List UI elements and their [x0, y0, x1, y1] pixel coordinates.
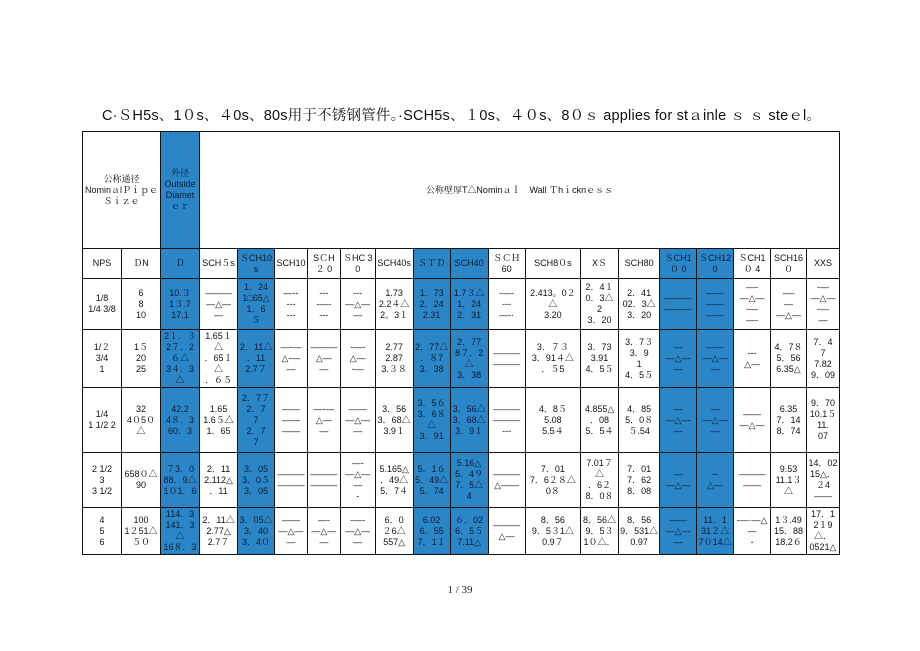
outside-diameter-header-cn: 外径 [171, 168, 190, 178]
table-cell: —- —△— -— —- [734, 279, 771, 330]
table-cell: -— — —△— [771, 279, 807, 330]
table-cell: 5．1６ 5．49△ 5．74 [413, 453, 450, 508]
table-cell: -—·—△ — - [734, 508, 771, 555]
column-header: SＣH２ 0 [307, 249, 340, 279]
nominal-size-header-cn: 公称通径 [103, 173, 140, 184]
table-cell: 100 1２51△ ５０ [122, 508, 161, 555]
table-cell: 7．01 7．62 8．08 [619, 453, 660, 508]
column-header: ＳＴＤ [413, 249, 450, 279]
table-cell: -—- --- —-· [488, 279, 525, 330]
table-row [83, 508, 840, 555]
table-row [83, 279, 840, 330]
table-cell: 10.３ 1３.7 17.1 [161, 279, 200, 330]
table-cell: —— —△— [734, 388, 771, 453]
table-cell: ——— ——— [660, 279, 697, 330]
table-cell: —-— △-— — [275, 330, 308, 388]
table-cell: 6.35 7．14 8．74 [771, 388, 807, 453]
column-header: ＳCH10 s [238, 249, 275, 279]
table-cell: ——— ——— --- [488, 388, 525, 453]
column-header: ＤN [122, 249, 161, 279]
nominal-size-header-en2: Ｓｉｚｅ [103, 195, 140, 206]
table-cell: 3．05△ 3．40 3．4０ [238, 508, 275, 555]
table-cell: 1５ 20 25 [122, 330, 161, 388]
table-cell: 1/4 1 1/2 2 [83, 388, 122, 453]
table-cell: —— —— —— [275, 388, 308, 453]
table-cell: 42.2 4８．3 60．3 [161, 388, 200, 453]
table-cell: 1３.49 15．88 18.2６ [771, 508, 807, 555]
table-cell: 4.855△ ．08 5．5４ [581, 388, 619, 453]
header-row-group [83, 132, 840, 249]
table-cell: ６．02 6．5５ 7.11△ [450, 508, 488, 555]
table-cell: 2．77 8７．2△ 3．38 [450, 330, 488, 388]
table-cell: -- △— [697, 453, 734, 508]
table-cell: ——— ——— [488, 330, 525, 388]
column-header: Ｄ [161, 249, 200, 279]
table-cell: 9.53 11.1３△ [771, 453, 807, 508]
table-cell: 3．56 3．68△ 3.9１ [375, 388, 413, 453]
table-cell: 2.413。0２△ 3.20 [525, 279, 580, 330]
nominal-size-header-en: NominａlＰｉｐｅ [85, 184, 159, 195]
pipe-schedule-table [82, 131, 840, 555]
table-cell: ——— —△— — [200, 279, 238, 330]
table-cell: ——— △— [488, 508, 525, 555]
table-cell: 3．73 3.91 4．5５ [581, 330, 619, 388]
table-cell: 7.01７△ ．6２ 8．0８ [581, 453, 619, 508]
table-cell: 8．56△ 9．5３ 1０△． [581, 508, 619, 555]
table-cell: —-— △— — [307, 388, 340, 453]
outside-diameter-header-en: Outside [164, 179, 196, 189]
table-cell: 14．02 15△． ２4 —— [806, 453, 839, 508]
table-cell: 1/２ 3/4 1 [83, 330, 122, 388]
table-cell: —— —△— — [660, 508, 697, 555]
table-cell: 2．4１ 0．3△ 2 3．20 [581, 279, 619, 330]
table-cell: 1．73 2．24 2.31 [413, 279, 450, 330]
table-cell: 2１．３ 2７．2６△ 3４．3△ [161, 330, 200, 388]
table-cell: 4．7８ 5．56 6.35△ [771, 330, 807, 388]
table-cell: 8．56 9．531△ 0.97 [619, 508, 660, 555]
table-cell: 17．1 2１9△． 0521△ [806, 508, 839, 555]
table-cell: 4 5 6 [83, 508, 122, 555]
table-cell: -—- —△— — [340, 508, 375, 555]
table-cell: -—- △— -— [340, 330, 375, 388]
outside-diameter-header-en3: ｅｒ [171, 201, 190, 211]
column-header: ＳＣＨ 60 [488, 249, 525, 279]
table-cell: — —△— [660, 453, 697, 508]
table-cell: 2．11△ 2.77△ 2.7７ [200, 508, 238, 555]
column-header: SCH80 [619, 249, 660, 279]
table-cell: ——— △—— [488, 453, 525, 508]
table-cell: 8．56 9．5３1△ 0.9７ [525, 508, 580, 555]
table-cell: ——— ——— [307, 453, 340, 508]
table-cell: --- △— [734, 330, 771, 388]
table-cell: 114．3 141．3△ 16８．3 [161, 508, 200, 555]
table-cell: — —△— — [660, 388, 697, 453]
table-cell: —— —△— — [697, 330, 734, 388]
table-cell: 4．8５ 5.08 5.5４ [525, 388, 580, 453]
table-cell: 3．56△ 3．68△ 3．9１ [450, 388, 488, 453]
table-cell: 2．11 2.112△ ．11 [200, 453, 238, 508]
table-cell: 6.02 6．55 7．1１ [413, 508, 450, 555]
outside-diameter-header-en2: Diamet [165, 190, 195, 200]
table-cell: 1/8 1/4 3/8 [83, 279, 122, 330]
column-header: XＳ [581, 249, 619, 279]
table-cell: 32 4０5０△ [122, 388, 161, 453]
table-cell: 3．5６ 3．6８△ 3．91 [413, 388, 450, 453]
table-cell: —- —△— — - [340, 453, 375, 508]
page-number: 1 / 39 [447, 584, 473, 596]
outside-diameter-header [161, 132, 200, 249]
table-cell: 658０△ 90 [122, 453, 161, 508]
column-header: XXS [806, 249, 839, 279]
table-cell: --- —△— — [340, 279, 375, 330]
column-header: ＳCH1０ 4 [734, 249, 771, 279]
table-cell: 2.77 2.87 3.３８ [375, 330, 413, 388]
column-header: SCH５s [200, 249, 238, 279]
table-cell: 2．11△ ．11 2.7７ [238, 330, 275, 388]
table-cell: 6 8 10 [122, 279, 161, 330]
table-cell: ——— △— — [307, 330, 340, 388]
column-header-row [83, 249, 840, 279]
table-cell: 1．24 1□65△ 1．6 ５ [238, 279, 275, 330]
table-cell: 3．7３ 3．9 1 4．5５ [619, 330, 660, 388]
table-cell: 1.73 2.2４△ 2。3１ [375, 279, 413, 330]
usage-note: C·ＳH5s、1０s、４0s、80s用于不锈钢管件。·SCH5s、１0s、４０s、8０ｓ applies for stａinle ｓ ｓ steｅl。 [102, 108, 822, 124]
table-cell: --- -—- --- [307, 279, 340, 330]
table-cell: 3．05 3．0５ 3．05 [238, 453, 275, 508]
table-cell: — —△— — [660, 330, 697, 388]
table-cell: 3．７３ 3．91４△ ．５5 [525, 330, 580, 388]
table-cell: 1.7３△ 1．24 2．31 [450, 279, 488, 330]
table-row [83, 453, 840, 508]
table-cell: —- —△— — [307, 508, 340, 555]
table-cell: 4．85 5．0８ ５.54 [619, 388, 660, 453]
column-header: SCH40 [450, 249, 488, 279]
column-header: SCH40s [375, 249, 413, 279]
table-cell: ７3．0 88．9△ 1０1．6 [161, 453, 200, 508]
table-cell: 6．0 ２6△ 557△ [375, 508, 413, 555]
table-cell: 1.65 1.6５△ 1．65 [200, 388, 238, 453]
table-cell: 2．7７ 2．7 7 2．7 7 [238, 388, 275, 453]
column-header: SCH8０s [525, 249, 580, 279]
table-cell: 2．41 02．3△ 3．20 [619, 279, 660, 330]
table-cell: —— —— —— [697, 279, 734, 330]
column-header: SCH10 [275, 249, 308, 279]
table-cell: 2 1/2 3 3 1/2 [83, 453, 122, 508]
table-cell: 11．1 31２△ 7０14△ [697, 508, 734, 555]
table-cell: 7．4 7 7.82 9．09 [806, 330, 839, 388]
table-cell: 7．01 7．6２８△ 0８ [525, 453, 580, 508]
column-header: SCH16 ０ [771, 249, 807, 279]
table-cell: —— —△— — [340, 388, 375, 453]
table-cell: 5.16△ 5．4９ 7．5△ 4 [450, 453, 488, 508]
table-cell: -— —△— -— — [806, 279, 839, 330]
column-header: ＳHC 30 [340, 249, 375, 279]
table-cell: 5.165△ ．49△ 5．7４ [375, 453, 413, 508]
wall-thickness-header: 公称壁厚T△Nominａｌ Wall Ｔhｉcknｅｓｓ [200, 132, 840, 249]
table-cell: 2．77△ ．８7 3．38 [413, 330, 450, 388]
table-cell: ——— —— [734, 453, 771, 508]
table-row [83, 330, 840, 388]
table-cell: ——— ——— [275, 453, 308, 508]
table-cell: 9．70 10.1５ 11. 07 [806, 388, 839, 453]
table-cell: — —△— — [697, 388, 734, 453]
column-header: ＳCH1０ 0 [660, 249, 697, 279]
table-cell: —— —△— — [275, 508, 308, 555]
table-cell: 1.65１△ ．65１△ ．６５ [200, 330, 238, 388]
column-header: ＳCH12 0 [697, 249, 734, 279]
nominal-size-header [83, 132, 161, 249]
table-row [83, 388, 840, 453]
table-cell: —-- --- --- [275, 279, 308, 330]
column-header: NPS [83, 249, 122, 279]
